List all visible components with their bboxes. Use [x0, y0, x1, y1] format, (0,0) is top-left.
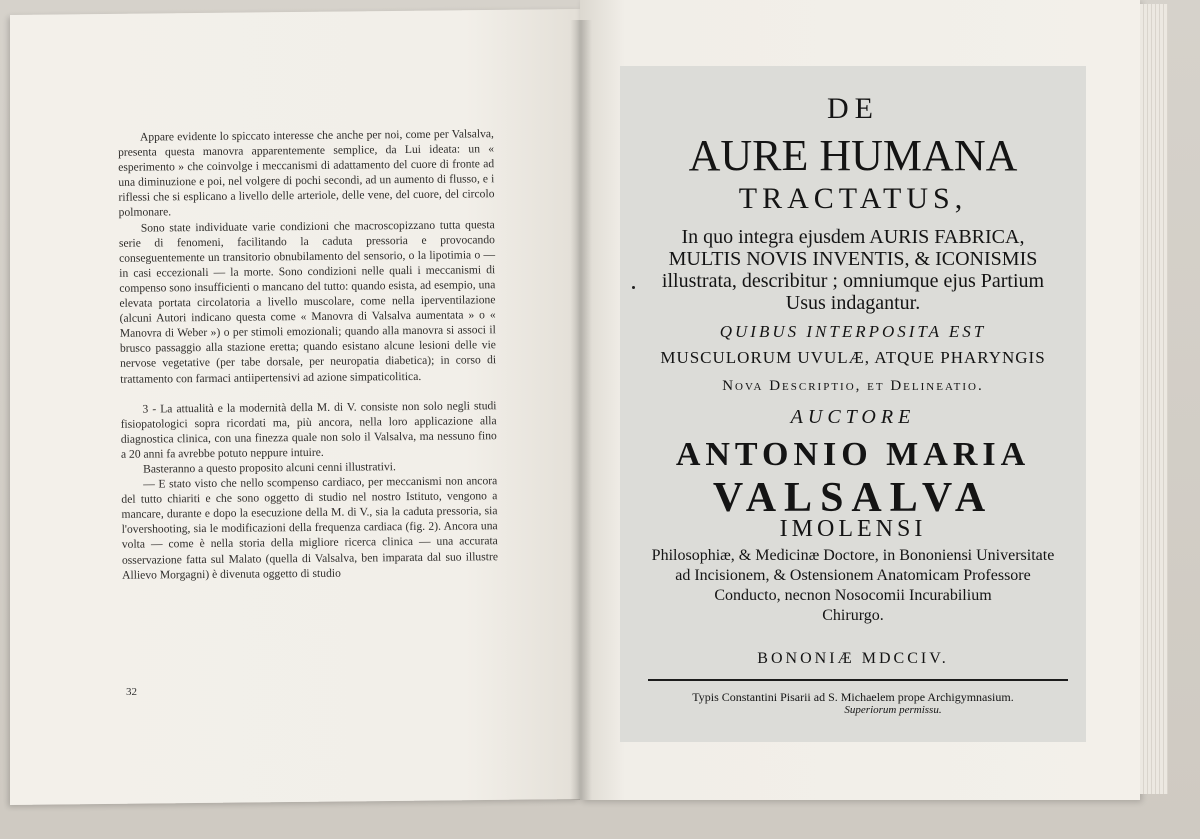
- author-first-name: ANTONIO MARIA: [675, 436, 1031, 473]
- credentials-line-3: Conducto, necnon Nosocomii Incurabilium: [714, 587, 992, 604]
- title-subtitle: [620, 226, 1086, 314]
- title-line-nova-descriptio: Nova Descriptio, et Delineatio.: [722, 378, 984, 394]
- page-edges: [1140, 4, 1168, 794]
- subtitle-line-4: Usus indagantur.: [785, 292, 921, 314]
- subtitle-line-3: illustrata, describitur ; omniumque ejus Partium: [661, 270, 1045, 292]
- page-number: 32: [126, 686, 137, 698]
- author-origin: IMOLENSI: [779, 516, 927, 542]
- imprint-rule: [648, 679, 1068, 681]
- title-line-auctore: AUCTORE: [790, 406, 916, 428]
- title-line-aure-humana: AURE HUMANA: [688, 131, 1018, 180]
- subtitle-line-2: MULTIS NOVIS INVENTIS, & ICONISMIS: [668, 248, 1038, 270]
- credentials-line-2: ad Incisionem, & Ostensionem Anatomicam Professore: [675, 567, 1031, 584]
- imprint-place-date: BONONIÆ MDCCIV.: [757, 650, 949, 667]
- subtitle-line-1: In quo integra ejusdem AURIS FABRICA,: [681, 226, 1025, 248]
- title-line-de: DE: [827, 92, 879, 125]
- imprint-permission: Superiorum permissu.: [844, 704, 942, 716]
- ink-dot: [632, 286, 635, 289]
- title-line-musculorum: MUSCULORUM UVULÆ, ATQUE PHARYNGIS: [660, 348, 1046, 367]
- title-line-quibus: QUIBUS INTERPOSITA EST: [719, 322, 987, 341]
- title-line-tractatus: TRACTATUS,: [738, 182, 968, 215]
- author-surname: VALSALVA: [712, 475, 994, 521]
- credentials-line-1: Philosophiæ, & Medicinæ Doctore, in Bononiensi Universitate: [651, 547, 1055, 564]
- book-gutter: [570, 20, 592, 800]
- credentials-line-4: Chirurgo.: [822, 607, 884, 624]
- paragraph-4: Basteranno a questo proposito alcuni cenni illustrativi.: [143, 460, 396, 476]
- imprint-printer: Typis Constantini Pisarii ad S. Michaelem prope Archigymnasium.: [692, 690, 1014, 704]
- paragraph-3: 3 - La attualità e la modernità della M. di V. consiste non solo negli studi fisiopatologici sopra ricordati ma, più ancora, nella loro applicazione alla diagnostica clinica, con una finezza quale non solo il Valsalva, ma nessuno fino a 20 anni fa avrebbe potuto neppure intuire.: [120, 398, 497, 461]
- author-credentials: [620, 546, 1086, 626]
- paragraph-1: Appare evidente lo spiccato interesse che anche per noi, come per Valsalva, presenta questa manovra apparentemente semplice, da Lui ideata: un « esperimento » che coinvolge i meccanismi di adattamento del cuore di fronte ad una diminuzione e poi, nel volgere di pochi secondi, ad un aumento di flusso, e i riflessi che si esplicano a livello delle arteriole, delle vene, del cuore, del circolo polmonare.: [117, 127, 495, 220]
- left-page-text: [118, 126, 498, 582]
- paragraph-5: — E stato visto che nello scompenso cardiaco, per meccanismi non ancora del tutto chiariti e che sono oggetto di studio nel nostro Istituto, vengono a mancare, durante e dopo la esecuzione della M. di V., sia la caduta pressoria, sia l'overshooting, sia le modificazioni della frequenza cardiaca (fig. 2). Ancora una volta — come è nella storia della migliore ricerca clinica — una accurata osservazione fatta sul Malato (quella di Valsalva, ben imparata dal suo illustre Allievo Morgagni) è divenuta oggetto di studio: [121, 474, 499, 582]
- paragraph-2: Sono state individuate varie condizioni che macroscopizzano tutta questa serie di fenomeni, facilitando la caduta pressoria e provocando conseguentemente un transitorio obnubilamento del sensorio, o la lipotimia o — in casi eccezionali — la morte. Sono condizioni nelle quali i meccanismi di compenso sono insufficienti o mancano del tutto: quando esista, ad esempio, una elevata portata circolatoria a livello muscolare, come nella iperventilazione (alcuni Autori indicano questa come « Manovra di Valsalva aumentata » o « Manovra di Weber ») o per stimoli emozionali; quando alla manovra si associ il brusco passaggio alla stazione eretta; quando esistano alcune lesioni delle vie nervose vegetative (per tabe dorsale, per neuropatia diabetica); in corso di trattamento con farmaci antiipertensivi ad azione simpaticolitica.: [118, 217, 497, 386]
